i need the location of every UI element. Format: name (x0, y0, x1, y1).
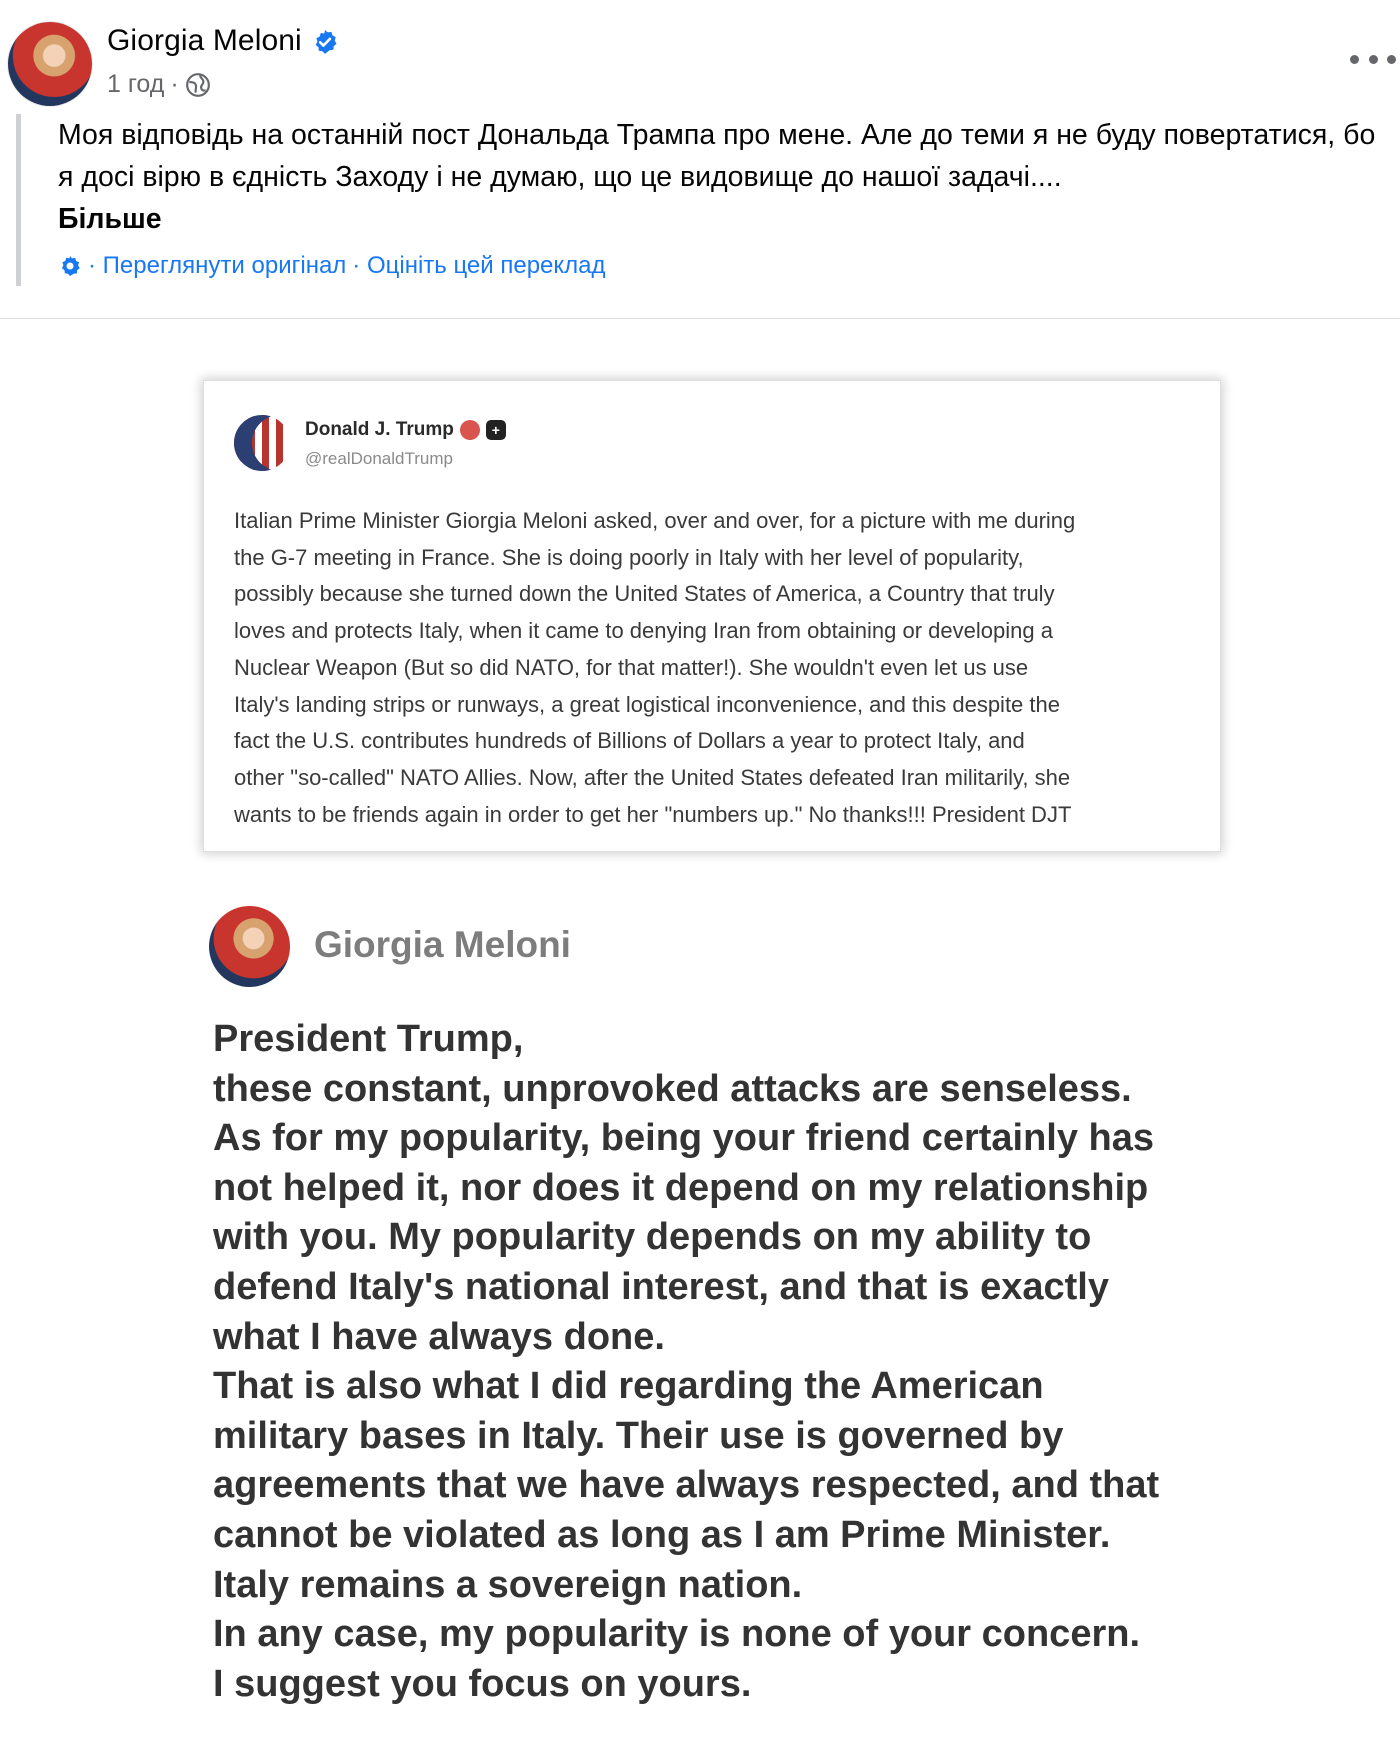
meloni-reply-text (213, 1015, 1213, 1709)
trump-handle: @realDonaldTrump (305, 449, 453, 468)
trump-line: possibly because she turned down the United States of America, a Country that truly (234, 581, 1055, 607)
trump-line: loves and protects Italy, when it came to denying Iran from obtaining or developing a (234, 618, 1053, 644)
trump-name-row (305, 419, 506, 441)
verified-badge-icon (460, 420, 480, 440)
reply-line: defend Italy's national interest, and that is exactly (213, 1265, 1109, 1308)
reply-line: with you. My popularity depends on my ability to (213, 1216, 1092, 1259)
post-meta (107, 70, 211, 99)
reply-line: not helped it, nor does it depend on my relationship (213, 1166, 1149, 1209)
post-text-body: Моя відповідь на останній пост Дональда Трампа про мене. Але до теми я не буду повертатися, бо я досі вірю в єдність Заходу і не думаю, що це видовище до нашої задачі.... (58, 119, 1376, 193)
rate-translation-link[interactable]: · Оцініть цей переклад (352, 252, 606, 279)
reply-line: what I have always done. (213, 1315, 665, 1358)
author-name-row (107, 24, 338, 58)
see-more-link[interactable]: Більше (58, 203, 162, 235)
post-time[interactable]: 1 год (107, 70, 165, 98)
meloni-reply-name: Giorgia Meloni (314, 924, 571, 965)
trump-line: wants to be friends again in order to get her "numbers up." No thanks!!! President DJT (234, 801, 1072, 827)
reply-line: That is also what I did regarding the American (213, 1365, 1044, 1408)
trump-post-text (234, 503, 1199, 833)
trump-line: Nuclear Weapon (But so did NATO, for that matter!). She wouldn't even let us use (234, 654, 1029, 680)
reply-line: these constant, unprovoked attacks are senseless. (213, 1067, 1132, 1110)
translation-bar (58, 252, 606, 280)
translation-quote-bar (16, 114, 21, 286)
globe-icon[interactable] (185, 72, 211, 98)
trump-name: Donald J. Trump (305, 419, 454, 440)
view-original-link[interactable]: · Переглянути оригінал (88, 252, 347, 279)
embedded-trump-post[interactable] (203, 380, 1221, 852)
meloni-reply-avatar (209, 906, 290, 987)
trump-line: fact the U.S. contributes hundreds of Billions of Dollars a year to protect Italy, and (234, 728, 1025, 754)
reply-line: agreements that we have always respected, and that (213, 1464, 1160, 1507)
content-divider (0, 318, 1400, 319)
reply-line: In any case, my popularity is none of your concern. (213, 1613, 1141, 1656)
reply-line: As for my popularity, being your friend certainly has (213, 1117, 1155, 1160)
reply-line: President Trump, (213, 1018, 524, 1060)
verified-badge-icon (312, 29, 338, 55)
trump-line: Italian Prime Minister Giorgia Meloni asked, over and over, for a picture with me during (234, 508, 1076, 533)
author-name[interactable]: Giorgia Meloni (107, 24, 302, 57)
reply-line: I suggest you focus on yours. (213, 1662, 752, 1705)
translate-gear-icon (58, 254, 82, 278)
author-avatar[interactable] (8, 22, 92, 106)
trump-line: the G-7 meeting in France. She is doing poorly in Italy with her level of popularity, (234, 544, 1024, 570)
reply-line: Italy remains a sovereign nation. (213, 1563, 803, 1606)
more-options-icon[interactable] (1350, 46, 1396, 72)
trump-line: other "so-called" NATO Allies. Now, after the United States defeated Iran militarily, she (234, 764, 1071, 790)
reply-line: cannot be violated as long as I am Prime Minister. (213, 1513, 1111, 1556)
meta-separator: · (170, 70, 179, 98)
trump-line: Italy's landing strips or runways, a great logistical inconvenience, and this despite the (234, 691, 1060, 717)
trump-avatar (234, 415, 290, 471)
post-text (58, 114, 1388, 240)
reply-line: military bases in Italy. Their use is governed by (213, 1414, 1064, 1457)
plus-badge-icon: + (486, 420, 506, 440)
